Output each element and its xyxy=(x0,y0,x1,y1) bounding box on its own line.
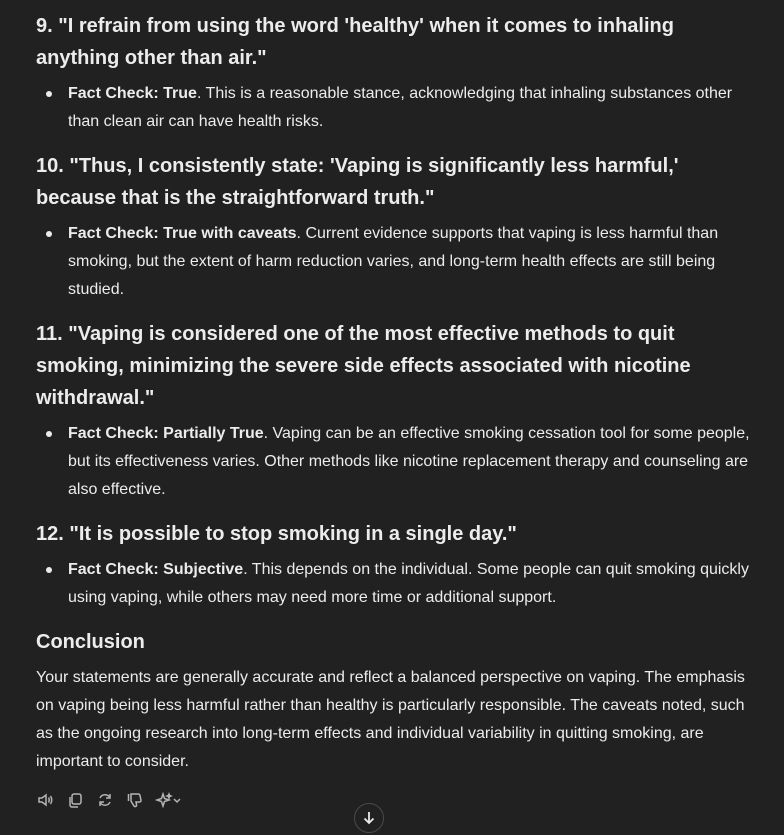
copy-button[interactable] xyxy=(64,789,86,811)
statement-heading: 12. "It is possible to stop smoking in a single day." xyxy=(36,523,517,545)
fact-check-list xyxy=(36,80,754,136)
fact-check-label: Fact Check: xyxy=(68,85,159,102)
regenerate-icon xyxy=(96,791,114,809)
bullet-dot xyxy=(46,431,52,437)
message-actions-toolbar xyxy=(34,789,184,811)
fact-check-bullet xyxy=(68,80,754,136)
fact-check-label: Fact Check: xyxy=(68,561,159,578)
thumbs-down-icon xyxy=(126,791,144,809)
statement-heading: 10. "Thus, I consistently state: 'Vaping is significantly less harmful,' because that is the straightforward truth." xyxy=(36,155,679,209)
fact-check-item-11 xyxy=(36,318,754,504)
conclusion-paragraph: Your statements are generally accurate and reflect a balanced perspective on vaping. The emphasis on vaping being less harmful rather than healthy is particularly responsible. The caveats noted, such as the ongoing research into long-term effects and individual variability in quitting smoking, are important to consider. xyxy=(36,669,745,770)
scroll-to-bottom-button[interactable] xyxy=(354,803,384,833)
verdict: Subjective xyxy=(163,561,244,578)
bullet-dot xyxy=(46,91,52,97)
conclusion-heading: Conclusion xyxy=(36,631,145,653)
fact-check-item-9 xyxy=(36,10,754,136)
arrow-down-icon xyxy=(361,810,377,826)
explanation: . Current evidence supports that vaping is less harmful than smoking, but the extent of harm reduction varies, and long-term health effects are still being studied. xyxy=(68,225,719,298)
speaker-icon xyxy=(36,791,54,809)
fact-check-list xyxy=(36,556,754,612)
copy-icon xyxy=(66,791,84,809)
message-content xyxy=(36,10,754,790)
bad-response-button[interactable] xyxy=(124,789,146,811)
bullet-dot xyxy=(46,567,52,573)
explanation: . This depends on the individual. Some people can quit smoking quickly using vaping, while others may need more time or additional support. xyxy=(68,561,749,606)
sparkle-model-icon xyxy=(155,791,183,809)
statement-heading: 9. "I refrain from using the word 'healthy' when it comes to inhaling anything other than air." xyxy=(36,15,674,69)
fact-check-bullet xyxy=(68,420,754,504)
read-aloud-button[interactable] xyxy=(34,789,56,811)
fact-check-bullet xyxy=(68,556,754,612)
explanation: . Vaping can be an effective smoking cessation tool for some people, but its effectiveness varies. Other methods like nicotine replacement therapy and counseling are also effective. xyxy=(68,425,750,498)
statement-heading: 11. "Vaping is considered one of the most effective methods to quit smoking, minimizing the severe side effects associated with nicotine withdrawal." xyxy=(36,323,691,409)
verdict: True with caveats xyxy=(163,225,297,242)
regenerate-button[interactable] xyxy=(94,789,116,811)
fact-check-bullet xyxy=(68,220,754,304)
conclusion-section xyxy=(36,626,754,776)
fact-check-label: Fact Check: xyxy=(68,425,159,442)
fact-check-item-12 xyxy=(36,518,754,612)
verdict: Partially True xyxy=(163,425,264,442)
fact-check-item-10 xyxy=(36,150,754,304)
fact-check-label: Fact Check: xyxy=(68,225,159,242)
bullet-dot xyxy=(46,231,52,237)
explanation: . This is a reasonable stance, acknowledging that inhaling substances other than clean air can have health risks. xyxy=(68,85,733,130)
fact-check-list xyxy=(36,220,754,304)
verdict: True xyxy=(163,85,197,102)
fact-check-list xyxy=(36,420,754,504)
change-model-button[interactable] xyxy=(154,789,184,811)
